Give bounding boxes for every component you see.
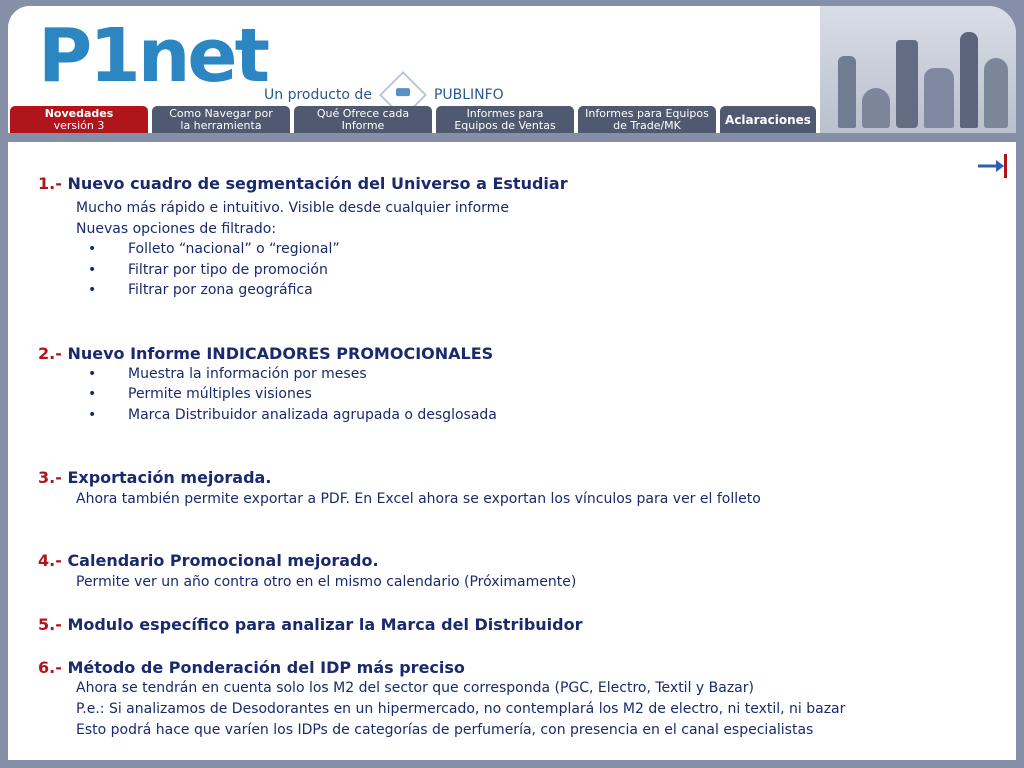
slide-frame <box>8 6 1016 760</box>
section-6-line: Esto podrá hace que varíen los IDPs de categorías de perfumería, con presencia en el canal especialistas <box>76 722 814 738</box>
section-number: 6.- <box>38 658 62 677</box>
tab-bar <box>10 106 816 133</box>
tab-como-navegar[interactable] <box>152 106 290 133</box>
section-title-text: Modulo específico para analizar la Marca del Distribuidor <box>67 615 583 634</box>
tab-label: Informes para Equipos <box>585 107 709 120</box>
tab-label: Qué Ofrece cada <box>316 107 410 120</box>
header <box>8 6 1016 140</box>
section-6-line: P.e.: Si analizamos de Desodorantes en un hipermercado, no contemplará los M2 de electro, ni textil, ni bazar <box>76 701 846 717</box>
section-1-title <box>38 174 568 193</box>
section-number: 3.- <box>38 468 62 487</box>
tab-sublabel: Equipos de Ventas <box>454 119 556 132</box>
section-4-line: Permite ver un año contra otro en el mismo calendario (Próximamente) <box>76 574 577 590</box>
bullet-item: • Muestra la información por meses <box>88 366 327 382</box>
section-number: 2.- <box>38 344 62 363</box>
bullet-item: • Filtrar por tipo de promoción <box>88 262 288 278</box>
tab-aclaraciones[interactable] <box>720 106 816 133</box>
section-4-title <box>38 551 379 570</box>
section-number: 1.- <box>38 174 62 193</box>
tab-sublabel: la herramienta <box>180 119 262 132</box>
header-divider <box>8 133 1016 142</box>
section-title-text: Exportación mejorada. <box>67 468 272 487</box>
tab-informes-trade[interactable] <box>578 106 716 133</box>
section-number: 5.- <box>38 615 62 634</box>
tab-label: Aclaraciones <box>725 113 811 127</box>
tab-sublabel: Informe <box>341 119 385 132</box>
section-number: 4.- <box>38 551 62 570</box>
tagline-prefix: Un producto de <box>264 87 372 103</box>
section-5-title <box>38 615 582 634</box>
tab-sublabel: versión 3 <box>53 119 105 132</box>
tab-que-ofrece[interactable] <box>294 106 432 133</box>
section-1-line: Nuevas opciones de filtrado: <box>76 221 277 237</box>
section-1-line: Mucho más rápido e intuitivo. Visible desde cualquier informe <box>76 200 509 216</box>
section-6-title <box>38 658 465 677</box>
tab-label: Informes para <box>466 107 544 120</box>
pinet-logo: P1net <box>38 13 267 99</box>
content <box>8 142 1016 760</box>
products-image <box>820 6 1016 140</box>
tagline-brand: PUBLINFO <box>433 87 504 103</box>
section-title-text: Calendario Promocional mejorado. <box>67 551 379 570</box>
bullet-item: • Permite múltiples visiones <box>88 386 272 402</box>
tab-label: Como Navegar por <box>169 107 273 120</box>
tab-novedades[interactable] <box>10 106 148 133</box>
tab-label: Novedades <box>44 107 114 120</box>
tab-informes-ventas[interactable] <box>436 106 574 133</box>
section-title-text: Nuevo Informe INDICADORES PROMOCIONALES <box>67 344 494 363</box>
section-3-title <box>38 468 271 487</box>
section-title-text: Nuevo cuadro de segmentación del Universo a Estudiar <box>67 174 568 193</box>
bullet-item: • Filtrar por zona geográfica <box>88 282 273 298</box>
bullet-item: • Marca Distribuidor analizada agrupada o desglosada <box>88 407 457 423</box>
section-6-line: Ahora se tendrán en cuenta solo los M2 del sector que corresponda (PGC, Electro, Textil y Bazar) <box>76 680 754 696</box>
section-title-text: Método de Ponderación del IDP más preciso <box>67 658 465 677</box>
next-arrow-icon[interactable] <box>978 154 1008 178</box>
section-2-title <box>38 344 493 363</box>
section-3-line: Ahora también permite exportar a PDF. En Excel ahora se exportan los vínculos para ver el folleto <box>76 491 761 507</box>
tab-sublabel: de Trade/MK <box>613 119 681 132</box>
bullet-item: • Folleto “nacional” o “regional” <box>88 241 300 257</box>
